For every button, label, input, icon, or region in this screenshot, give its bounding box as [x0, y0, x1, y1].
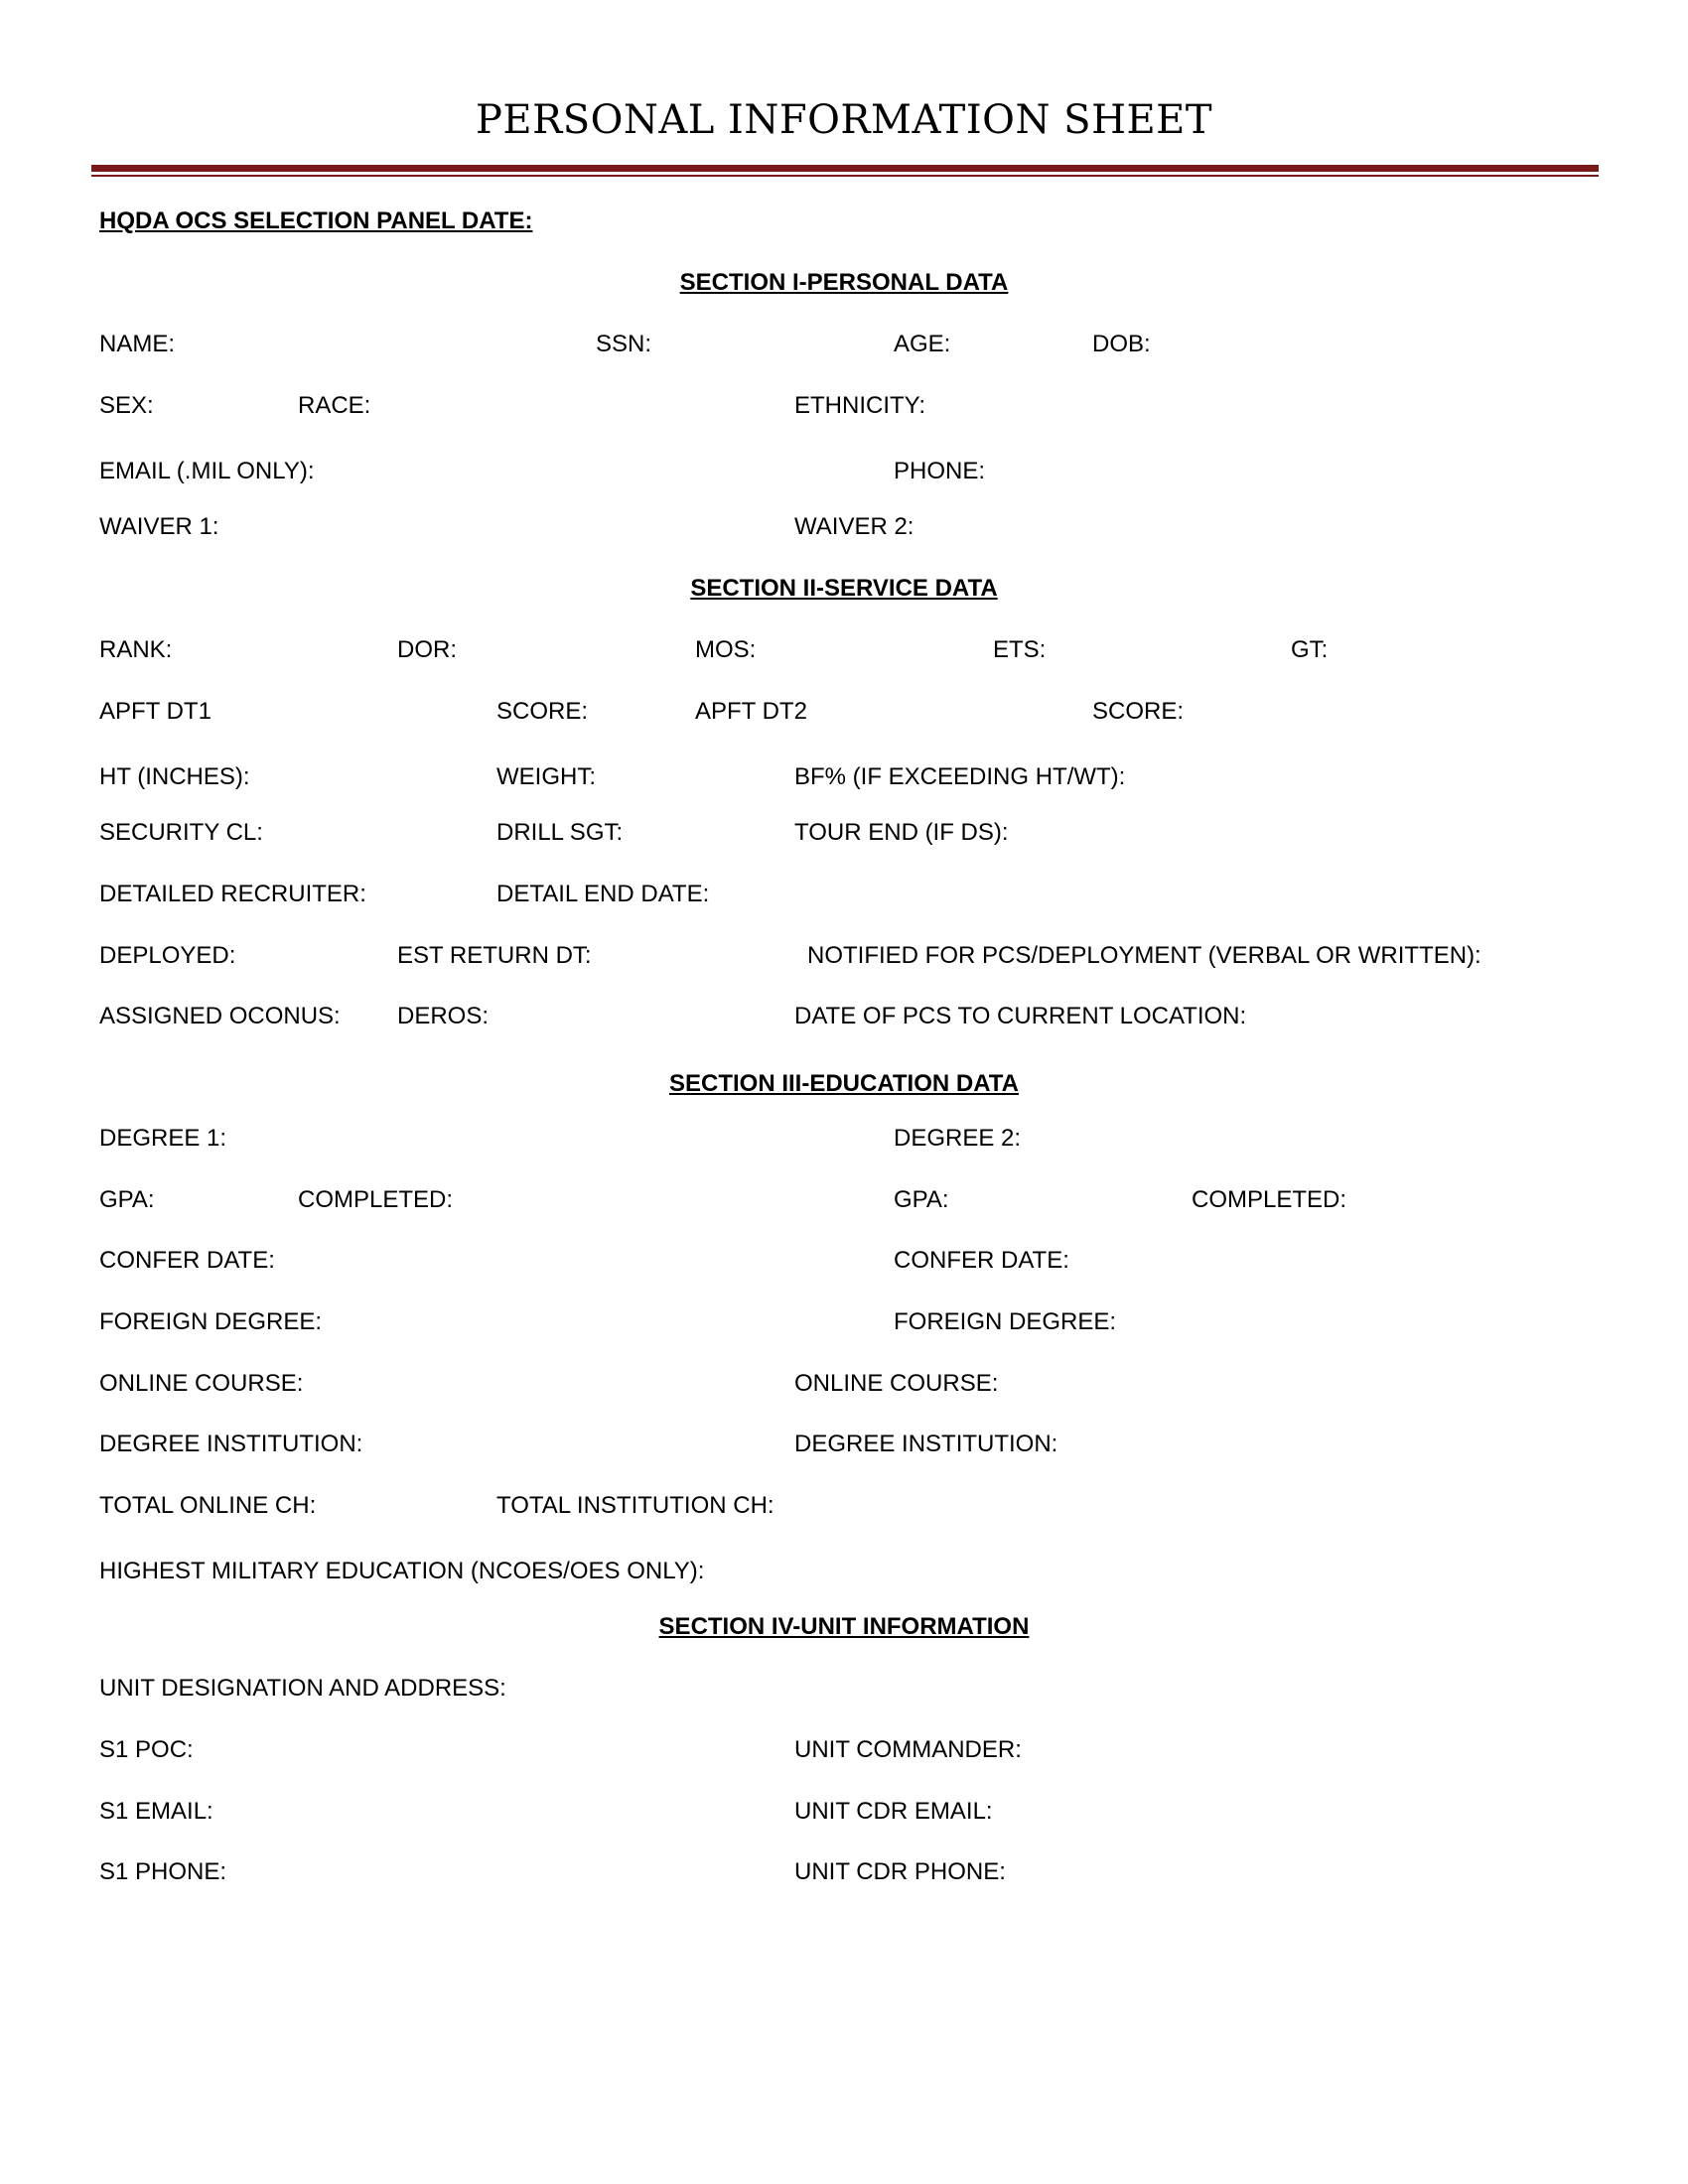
apft-dt1-label: APFT DT1: [99, 698, 211, 725]
foreign-degree-1-label: FOREIGN DEGREE:: [99, 1308, 323, 1335]
drill-sgt-label: DRILL SGT:: [496, 819, 624, 846]
pcs-date-label: DATE OF PCS TO CURRENT LOCATION:: [794, 1003, 1247, 1029]
deployed-label: DEPLOYED:: [99, 942, 236, 969]
section-4-heading: SECTION IV-UNIT INFORMATION: [658, 1613, 1030, 1640]
phone-label: PHONE:: [894, 458, 986, 484]
degree-institution-1-label: DEGREE INSTITUTION:: [99, 1431, 363, 1457]
foreign-degree-2-label: FOREIGN DEGREE:: [894, 1308, 1117, 1335]
online-course-1-label: ONLINE COURSE:: [99, 1370, 304, 1397]
assigned-oconus-label: ASSIGNED OCONUS:: [99, 1003, 341, 1029]
body-fat-label: BF% (IF EXCEEDING HT/WT):: [794, 763, 1126, 790]
total-online-ch-label: TOTAL ONLINE CH:: [99, 1492, 317, 1519]
name-label: NAME:: [99, 331, 176, 357]
unit-cdr-email-label: UNIT CDR EMAIL:: [794, 1798, 993, 1825]
section-2-heading: SECTION II-SERVICE DATA: [690, 575, 998, 602]
s1-phone-label: S1 PHONE:: [99, 1858, 227, 1885]
mos-label: MOS:: [695, 636, 757, 663]
total-institution-ch-label: TOTAL INSTITUTION CH:: [496, 1492, 774, 1519]
s1-poc-label: S1 POC:: [99, 1736, 194, 1763]
deros-label: DEROS:: [397, 1003, 490, 1029]
highest-military-education-label: HIGHEST MILITARY EDUCATION (NCOES/OES ONLY):: [99, 1558, 705, 1584]
detail-end-date-label: DETAIL END DATE:: [496, 881, 710, 907]
apft-score-1-label: SCORE:: [496, 698, 589, 725]
security-clearance-label: SECURITY CL:: [99, 819, 263, 846]
title-rule-thick: [91, 165, 1599, 172]
unit-designation-label: UNIT DESIGNATION AND ADDRESS:: [99, 1675, 506, 1702]
detailed-recruiter-label: DETAILED RECRUITER:: [99, 881, 366, 907]
gpa-1-label: GPA:: [99, 1186, 155, 1213]
gt-label: GT:: [1291, 636, 1329, 663]
section-3-heading: SECTION III-EDUCATION DATA: [669, 1070, 1019, 1097]
section-1-heading: SECTION I-PERSONAL DATA: [679, 269, 1009, 296]
tour-end-label: TOUR END (IF DS):: [794, 819, 1009, 846]
sex-label: SEX:: [99, 392, 154, 419]
online-course-2-label: ONLINE COURSE:: [794, 1370, 999, 1397]
height-label: HT (INCHES):: [99, 763, 250, 790]
age-label: AGE:: [894, 331, 951, 357]
completed-1-label: COMPLETED:: [298, 1186, 454, 1213]
est-return-label: EST RETURN DT:: [397, 942, 592, 969]
page-title: PERSONAL INFORMATION SHEET: [475, 97, 1213, 143]
email-label: EMAIL (.MIL ONLY):: [99, 458, 315, 484]
waiver-1-label: WAIVER 1:: [99, 513, 219, 540]
confer-date-1-label: CONFER DATE:: [99, 1247, 275, 1274]
waiver-2-label: WAIVER 2:: [794, 513, 914, 540]
ets-label: ETS:: [993, 636, 1047, 663]
ethnicity-label: ETHNICITY:: [794, 392, 926, 419]
apft-score-2-label: SCORE:: [1092, 698, 1185, 725]
unit-commander-label: UNIT COMMANDER:: [794, 1736, 1022, 1763]
panel-date-label: HQDA OCS SELECTION PANEL DATE:: [99, 207, 533, 234]
unit-cdr-phone-label: UNIT CDR PHONE:: [794, 1858, 1006, 1885]
notified-pcs-label: NOTIFIED FOR PCS/DEPLOYMENT (VERBAL OR WRITTEN):: [807, 942, 1481, 969]
ssn-label: SSN:: [596, 331, 652, 357]
s1-email-label: S1 EMAIL:: [99, 1798, 213, 1825]
apft-dt2-label: APFT DT2: [695, 698, 807, 725]
rank-label: RANK:: [99, 636, 173, 663]
race-label: RACE:: [298, 392, 371, 419]
gpa-2-label: GPA:: [894, 1186, 949, 1213]
dor-label: DOR:: [397, 636, 457, 663]
title-rule-thin: [91, 175, 1599, 177]
degree-institution-2-label: DEGREE INSTITUTION:: [794, 1431, 1058, 1457]
confer-date-2-label: CONFER DATE:: [894, 1247, 1069, 1274]
completed-2-label: COMPLETED:: [1192, 1186, 1347, 1213]
dob-label: DOB:: [1092, 331, 1151, 357]
degree-1-label: DEGREE 1:: [99, 1125, 227, 1152]
degree-2-label: DEGREE 2:: [894, 1125, 1022, 1152]
weight-label: WEIGHT:: [496, 763, 596, 790]
